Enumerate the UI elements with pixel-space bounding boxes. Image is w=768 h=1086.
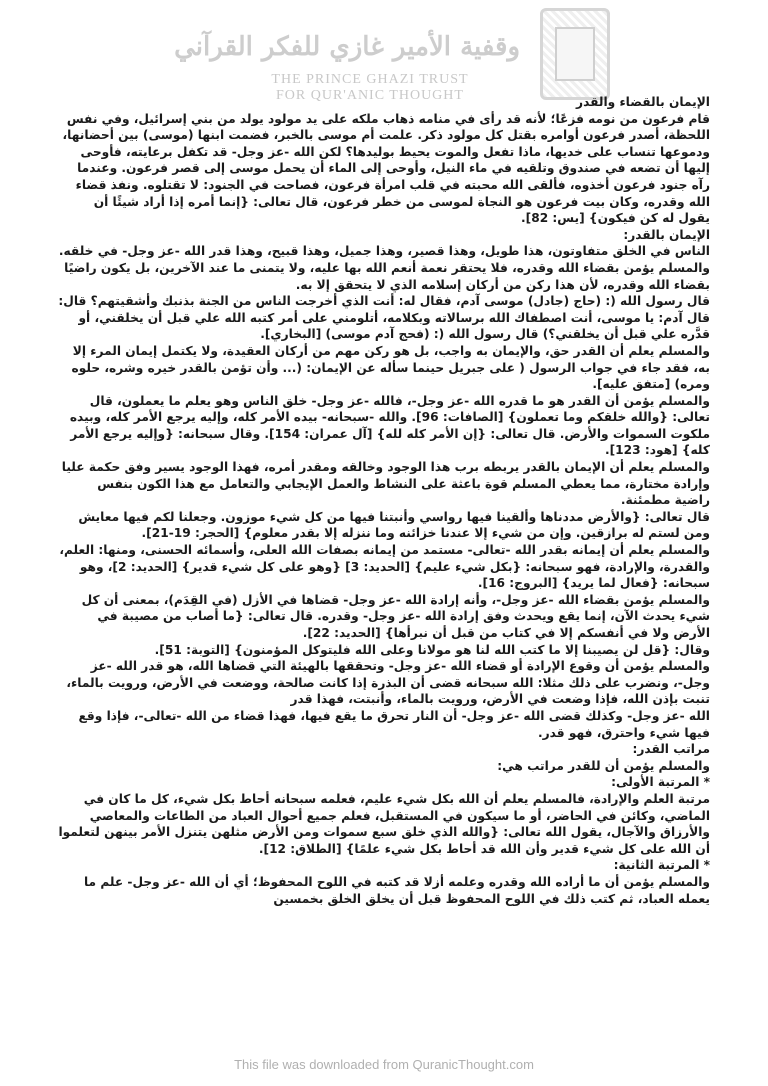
paragraph: والمسلم يؤمن أن للقدر مراتب هي: [497, 758, 710, 773]
paragraph: مرتبة العلم والإرادة، فالمسلم يعلم أن الله بكل شيء عليم، فعلمه سبحانه أحاط بكل شيء، كل ما كان في الماضي، وكائن في الحاضر، أو ما سيكون في المستقبل، فعلم جميع أحوال العباد من الطاعات والمعاصي والأرزاق والآجال، يقول الله تعالى: {والله الذي خلق سبع سموات ومن الأرض مثلهن يتنزل الأمر بينهن لتعلموا أن الله على كل شيء قدير وأن الله قد أحاط بكل شيء علمًا} [الطلاق: 12]. [58, 791, 710, 856]
section-heading: الإيمان بالقدر: [623, 227, 710, 242]
paragraph: والمسلم يعلم أن القدر حق، والإيمان به واجب، بل هو ركن مهم من أركان العقيدة، ولا يكتمل إيمان المرء إلا به، فقد جاء في جواب الرسول ( على جبريل حينما سأله عن الإيمان: (... وأن تؤمن بالقدر خيره وشره، حلوه ومره) [متفق عليه]. [71, 343, 710, 392]
paragraph: والمسلم يؤمن أن وقوع الإرادة أو قضاء الله -عز وجل- وتحققها بالهيئة التي قضاها الله، هو قدر الله -عز وجل-، ونضرب على ذلك مثلا: الله سبحانه قضى أن البذرة إذا كانت صالحة، ووضعت في الأرض، ورويت بالماء، تنبت بإذن الله، فإذا وضعت في الأرض، ورويت بالماء، وأنبتت، فهذا قدر [66, 659, 710, 707]
trust-watermark [174, 8, 660, 104]
paragraph: والمسلم يعلم أن الإيمان بالقدر يربطه برب هذا الوجود وخالقه ومقدر أمره، فهذا الوجود يسير وفق حكمة عليا وإرادة مختارة، مما يعطي المسلم قوة باعثة على النشاط والعمل الإيجابي والتعامل مع هذا الكون بنفس راضية مطمئنة. [61, 460, 710, 508]
watermark-english-line2: FOR QUR'ANIC THOUGHT [276, 88, 464, 103]
paragraph: وقال: {قل لن يصيبنا إلا ما كتب الله لنا هو مولانا وعلى الله فليتوكل المؤمنون} [التوبة: 51]. [154, 642, 710, 657]
document-body [58, 94, 710, 1042]
trust-emblem-icon [540, 8, 610, 100]
document-title: الإيمان بالقضاء والقدر [576, 95, 710, 109]
paragraph: والمسلم يؤمن أن القدر هو ما قدره الله -عز وجل-، فالله -عز وجل- خلق الناس وهو يعلم ما يعملون، قال تعالى: {والله خلقكم وما تعملون} [الصافات: 96]. والله -سبحانه- بيده الأمر كله، وإليه يرجع الأمر كله، وبيده ملكوت السموات والأرض. قال تعالى: {إن الأمر كله لله} [آل عمران: 154]. وقال سبحانه: {وإليه يرجع الأمر كله} [هود: 123]. [69, 393, 710, 458]
paragraph: قال تعالى: {والأرض مددناها وألقينا فيها رواسي وأنبتنا فيها من كل شيء موزون. وجعلنا لكم فيها معايش ومن لستم له برازقين. وإن من شيء إلا عندنا خزائنه وما ننزله إلا بقدر معلوم} [الحجر: 19-21]. [78, 509, 710, 541]
paragraph: والمسلم يؤمن أن ما أراده الله وقدره وعلمه أزلا قد كتبه في اللوح المحفوظ؛ أي أن الله -عز وجل- علم ما يعمله العباد، ثم كتب ذلك في اللوح المحفوظ قبل أن يخلق الخلق بخمسين [83, 874, 710, 906]
download-footer: This file was downloaded from QuranicThought.com [234, 1057, 534, 1072]
paragraph: والمسلم يعلم أن إيمانه بقدر الله -تعالى- مستمد من إيمانه بصفات الله العلى، وأسمائه الحسنى، ومنها: العلم، والقدرة، والإرادة، فهو سبحانه: {بكل شيء عليم} [الحديد: 3] {وهو على كل شيء قدير} [الحديد: 2]، وهو سبحانه: {فعال لما يريد} [البروج: 16]. [59, 543, 710, 591]
paragraph: قال رسول الله (: (حاج (جادل) موسى آدم، فقال له: أنت الذي أخرجت الناس من الجنة بذنبك وأشقيتهم؟ قال: قال آدم: يا موسى، أنت اصطفاك الله برسالاته وبكلامه، أتلومني على أمر كتبه الله علي قبل أن يخلقني، أو قدَّره علي قبل أن يخلقني؟) قال رسول الله (: (فحج آدم موسى) [البخاري]. [58, 294, 710, 342]
paragraph: والمسلم يؤمن بقضاء الله -عز وجل-، وأنه إرادة الله -عز وجل- قضاها في الأزل (في القِدَم)، بمعنى أن كل شيء يحدث الآن، إنما يقع ويحدث وفق إرادة الله -عز وجل- وقدره. قال تعالى: {ما أصاب من مصيبة في الأرض ولا في أنفسكم إلا في كتاب من قبل أن نبرأها} [الحديد: 22]. [81, 592, 710, 640]
watermark-arabic-name: وقفية الأمير غازي للفكر القرآني [174, 32, 520, 62]
subsection-heading: * المرتبة الأولى: [611, 775, 710, 790]
paragraph: الله -عز وجل- وكذلك قضى الله -عز وجل- أن النار تحرق ما يقع فيها، فهذا قضاء من الله -تعالى-، فإذا وقع فيها شيء واحترق، فهو قدر. [78, 708, 710, 740]
watermark-english-line1: THE PRINCE GHAZI TRUST [271, 72, 469, 87]
emblem-inner-panel [555, 27, 595, 81]
subsection-heading: * المرتبة الثانية: [613, 858, 710, 873]
paragraph: الناس في الخلق متفاوتون، هذا طويل، وهذا قصير، وهذا جميل، وهذا قبيح، وهذا قدر الله -عز وجل- في خلقه. والمسلم يؤمن بقضاء الله وقدره، فلا يحتقر نعمة أنعم الله بها عليه، ولا يتمنى ما عند الآخرين، بل يكون راضيًا بقضاء الله وقدره، لأن هذا ركن من أركان إسلامه الذي لا يتحقق إلا به. [58, 244, 710, 292]
section-heading: مراتب القدر: [632, 742, 710, 757]
paragraph: قام فرعون من نومه فزعًا؛ لأنه قد رأى في منامه ذهاب ملكه على يد مولود يولد من بني إسرائيل، وفي نفس اللحظة، أصدر فرعون أوامره بقتل كل مولود ذكر. علمت أم موسى بالخبر، فضمت ابنها (موسى) بين أحضانها، ودموعها تنساب على خديها، ماذا تفعل والموت يحيط بوليدها؟ لكن الله -عز وجل- قد تكفل برعايته، فأوحى إليها أن تضعه في صندوق وتلقيه في ماء النيل، وأوحى إلى الماء أن يحمل موسى إلى قصر فرعون. وعندما رآه جنود فرعون أخذوه، فألقى الله محبته في قلب امرأة فرعون، فصاحت في الجنود: لا تقتلوه. ونفذ قضاء الله وقدره، وكان بيت فرعون هو النجاة لموسى من خطر فرعون، قال تعالى: {إنما أمره إذا أراد شيئًا أن يقول له كن فيكون} [يس: 82]. [62, 111, 710, 226]
